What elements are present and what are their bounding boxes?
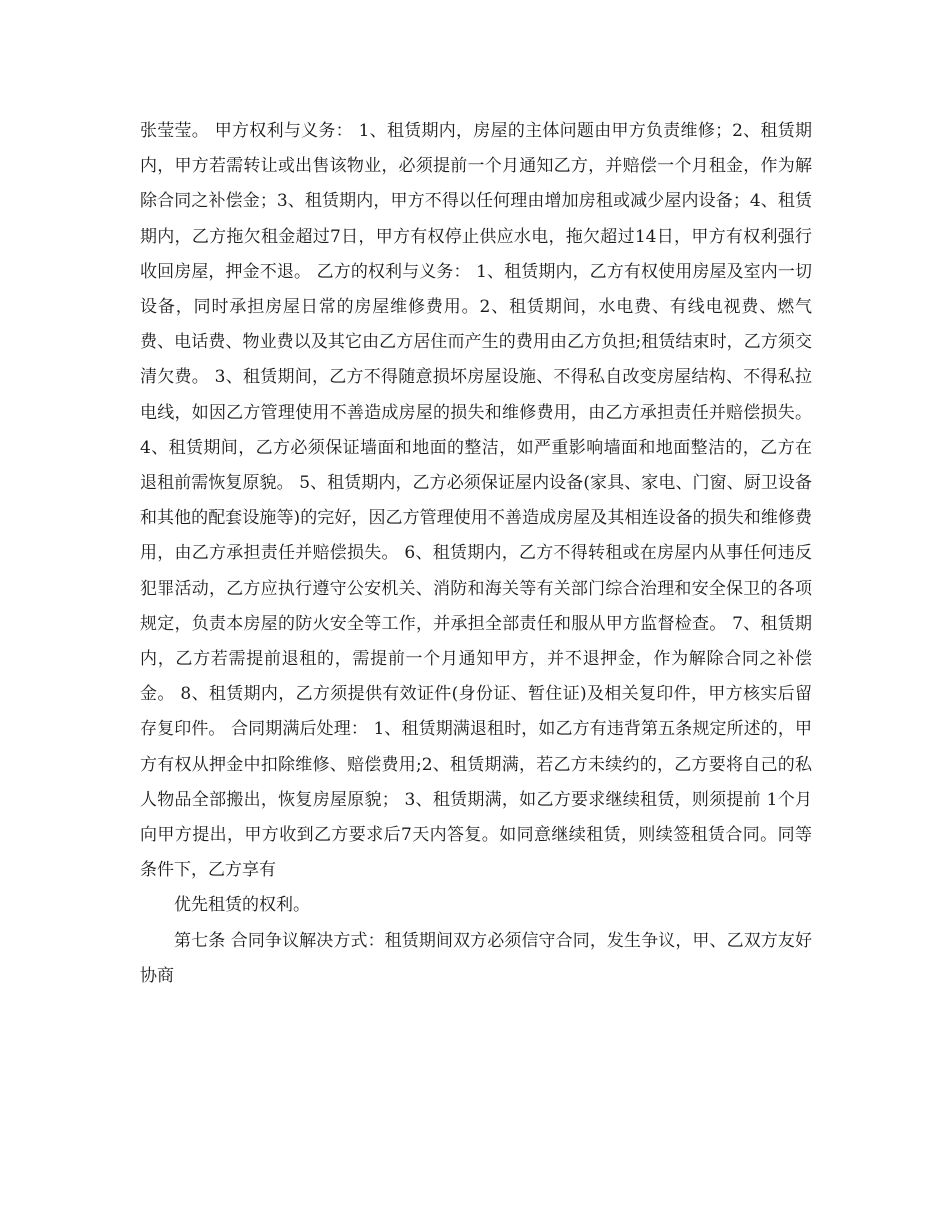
paragraph-article-seven: 第七条 合同争议解决方式：租赁期间双方必须信守合同，发生争议，甲、乙双方友好协商 <box>140 930 812 986</box>
paragraph-priority-right: 优先租赁的权利。 <box>174 895 310 916</box>
document-body <box>140 114 812 994</box>
paragraph-obligations: 张莹莹。 甲方权利与义务： 1、租赁期内，房屋的主体问题由甲方负责维修；2、租赁期内，甲方若需转让或出售该物业，必须提前一个月通知乙方，并赔偿一个月租金，作为解除合同之补偿金；3、租赁期内，甲方不得以任何理由增加房租或减少屋内设备；4、租赁期内，乙方拖欠租金超过7日，甲方有权停止供应水电，拖欠超过14日，甲方有权利强行收回房屋，押金不退。 乙方的权利与义务： 1、租赁期内，乙方有权使用房屋及室内一切设备，同时承担房屋日常的房屋维修费用。2、租赁期间，水电费、有线电视费、燃气费、电话费、物业费以及其它由乙方居住而产生的费用由乙方负担;租赁结束时，乙方须交清欠费。 3、租赁期间，乙方不得随意损坏房屋设施、不得私自改变房屋结构、不得私拉电线，如因乙方管理使用不善造成房屋的损失和维修费用，由乙方承担责任并赔偿损失。 4、租赁期间，乙方必须保证墙面和地面的整洁，如严重影响墙面和地面整洁的，乙方在退租前需恢复原貌。 5、租赁期内，乙方必须保证屋内设备(家具、家电、门窗、厨卫设备和其他的配套设施等)的完好，因乙方管理使用不善造成房屋及其相连设备的损失和维修费用，由乙方承担责任并赔偿损失。 6、租赁期内，乙方不得转租或在房屋内从事任何违反犯罪活动，乙方应执行遵守公安机关、消防和海关等有关部门综合治理和安全保卫的各项规定，负责本房屋的防火安全等工作，并承担全部责任和服从甲方监督检查。 7、租赁期内，乙方若需提前退租的，需提前一个月通知甲方，并不退押金，作为解除合同之补偿金。 8、租赁期内，乙方须提供有效证件(身份证、暂住证)及相关复印件，甲方核实后留存复印件。 合同期满后处理： 1、租赁期满退租时，如乙方有违背第五条规定所述的，甲方有权从押金中扣除维修、赔偿费用;2、租赁期满，若乙方未续约的，乙方要将自己的私人物品全部搬出，恢复房屋原貌； 3、租赁期满，如乙方要求继续租赁，则须提前 1个月向甲方提出，甲方收到乙方要求后7天内答复。如同意继续租赁，则续签租赁合同。同等条件下，乙方享有 <box>140 121 812 881</box>
